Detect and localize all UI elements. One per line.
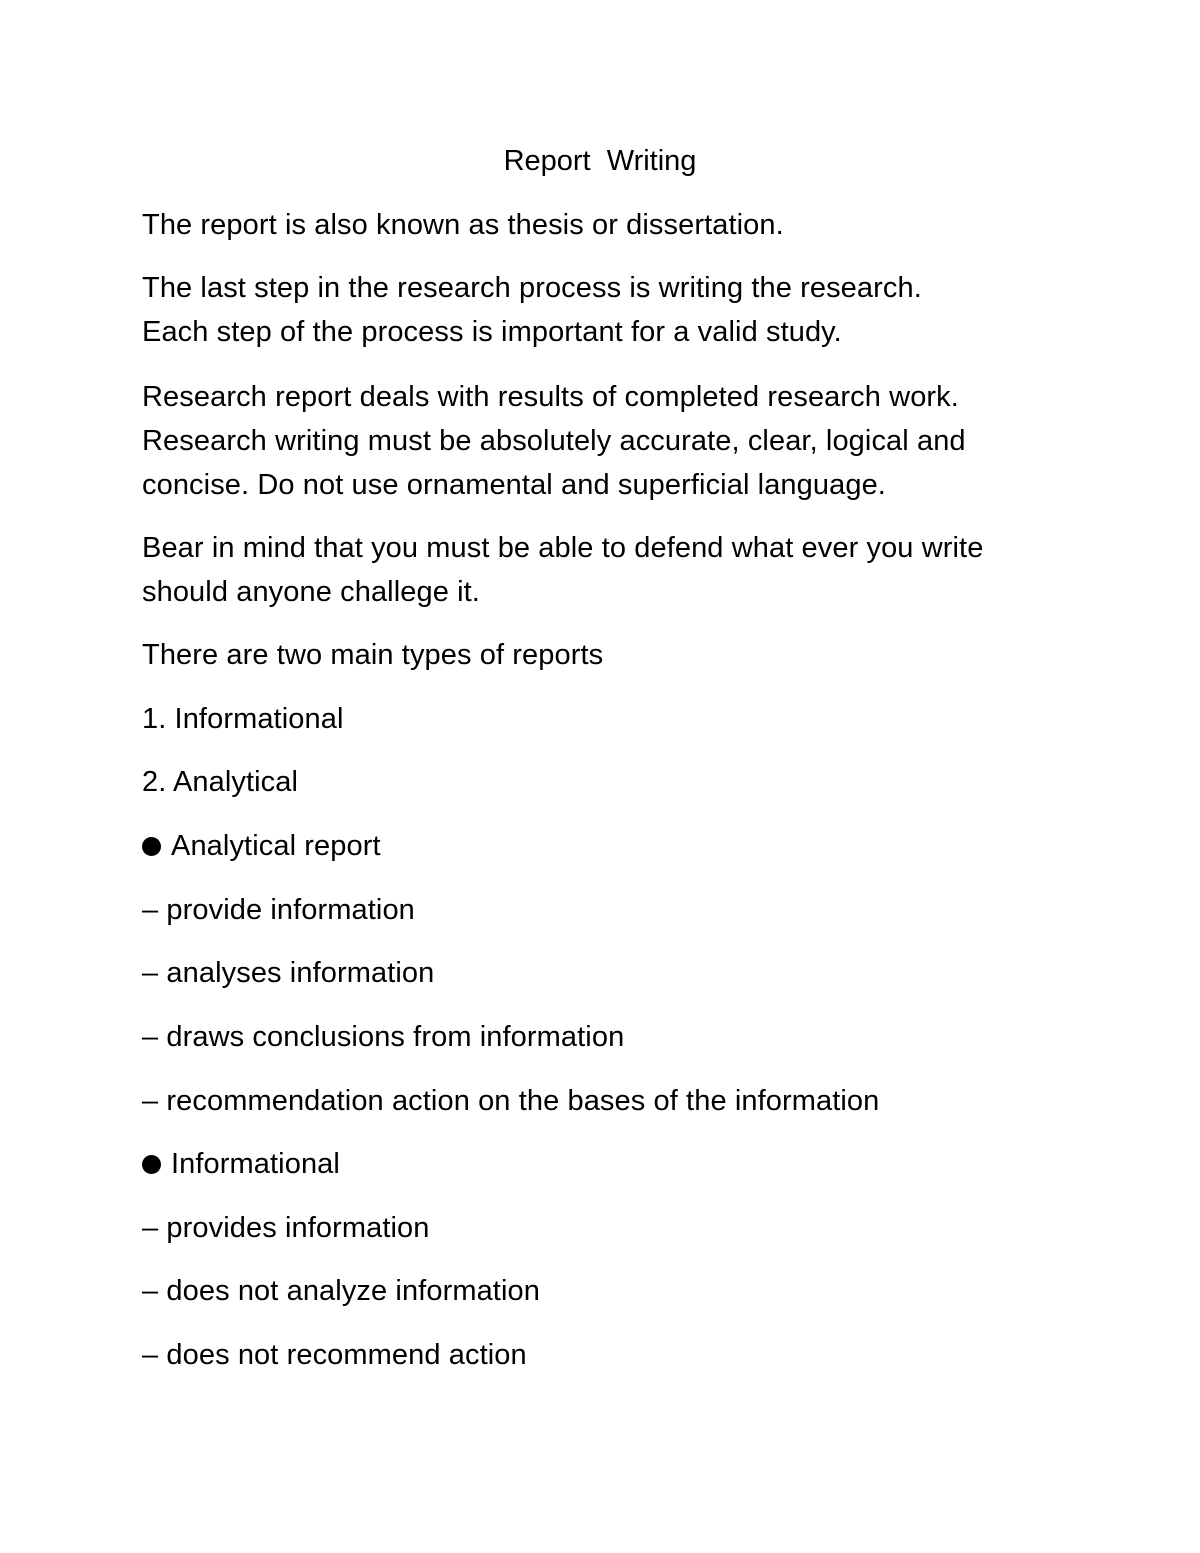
paragraph-definition: The report is also known as thesis or dissertation.: [142, 209, 784, 241]
bullet-dot-icon: [142, 837, 161, 856]
paragraph-bear-in-mind-line-1: Bear in mind that you must be able to defend what ever you write: [142, 532, 984, 564]
paragraph-bear-in-mind-line-2: should anyone challege it.: [142, 576, 480, 608]
page-title: Report Writing: [503, 145, 697, 177]
bullet-informational: [142, 1142, 340, 1186]
paragraph-last-step-line-2: Each step of the process is important for a valid study.: [142, 316, 842, 348]
analytical-item: – recommendation action on the bases of the information: [142, 1085, 880, 1117]
paragraph-research-report-line-2: Research writing must be absolutely accurate, clear, logical and: [142, 425, 966, 457]
paragraph-types-intro: There are two main types of reports: [142, 639, 604, 671]
paragraph-research-report-line-3: concise. Do not use ornamental and superficial language.: [142, 469, 886, 501]
analytical-item: – provide information: [142, 894, 415, 926]
bullet-analytical-report: [142, 824, 381, 868]
bullet-dot-icon: [142, 1155, 161, 1174]
list-item-type-1: 1. Informational: [142, 703, 344, 735]
list-item-type-2: 2. Analytical: [142, 766, 299, 798]
informational-item: – does not analyze information: [142, 1275, 540, 1307]
bullet-analytical-heading: Analytical report: [171, 830, 381, 862]
analytical-item: – analyses information: [142, 957, 435, 989]
paragraph-last-step-line-1: The last step in the research process is writing the research.: [142, 272, 922, 304]
bullet-informational-heading: Informational: [171, 1148, 340, 1180]
paragraph-research-report-line-1: Research report deals with results of completed research work.: [142, 381, 959, 413]
informational-item: – does not recommend action: [142, 1339, 527, 1371]
informational-item: – provides information: [142, 1212, 430, 1244]
analytical-item: – draws conclusions from information: [142, 1021, 625, 1053]
